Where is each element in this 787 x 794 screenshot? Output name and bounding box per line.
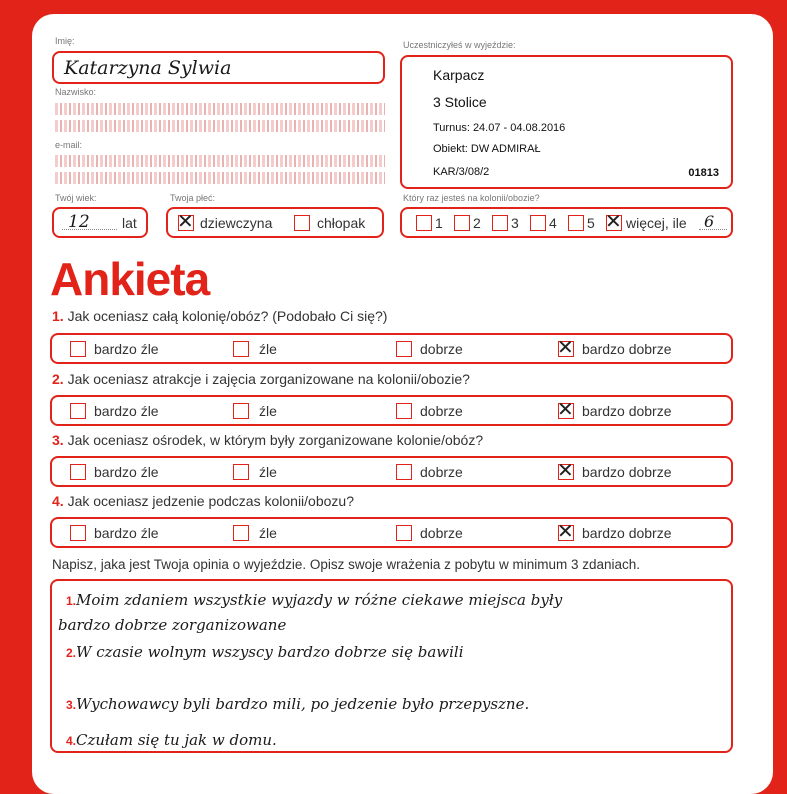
trip-number: 01813 — [688, 167, 719, 179]
question-4: 4. Jak oceniasz jedzenie podczas kolonii/obozu? — [52, 493, 354, 509]
name-value: Katarzyna Sylwia — [64, 57, 232, 79]
q2-option-bad: źle — [259, 403, 277, 419]
check-mark-icon: ✕ — [177, 209, 194, 233]
check-mark-icon: ✕ — [557, 458, 574, 482]
gender-field — [166, 207, 384, 238]
check-mark-icon: ✕ — [557, 519, 574, 543]
q4-option-good: dobrze — [420, 525, 463, 541]
q4-option-very-bad: bardzo źle — [94, 525, 159, 541]
question-2-options — [50, 395, 733, 426]
q1-checkbox-very-good[interactable] — [557, 335, 574, 359]
times-checkbox-3[interactable] — [492, 215, 508, 231]
question-3: 3. Jak oceniasz ośrodek, w którym były zorganizowane kolonie/obóz? — [52, 432, 484, 448]
surname-label: Nazwisko: — [55, 87, 97, 97]
times-field — [400, 207, 733, 238]
q3-checkbox-very-good[interactable] — [557, 458, 574, 482]
times-checkbox-5[interactable] — [568, 215, 584, 231]
times-option-1: 1 — [435, 215, 443, 231]
opinion-line-1: 1.Moim zdaniem wszystkie wyjazdy w różne ciekawe miejsca były — [66, 591, 563, 609]
q3-checkbox-good[interactable] — [396, 464, 412, 480]
trip-city: Karpacz — [433, 67, 485, 83]
times-option-5: 5 — [587, 215, 595, 231]
q2-checkbox-very-good[interactable] — [557, 397, 574, 421]
times-option-4: 4 — [549, 215, 557, 231]
gender-checkbox-girl[interactable] — [177, 209, 194, 233]
opinion-prompt: Napisz, jaka jest Twoja opinia o wyjeździe. Opisz swoje wrażenia z pobytu w minimum 3 zdaniach. — [52, 557, 641, 572]
gender-checkbox-boy[interactable] — [294, 215, 310, 231]
times-checkbox-2[interactable] — [454, 215, 470, 231]
email-redacted-2 — [55, 172, 385, 184]
email-redacted — [55, 155, 385, 167]
q1-checkbox-bad[interactable] — [233, 341, 249, 357]
times-checkbox-1[interactable] — [416, 215, 432, 231]
question-1-options — [50, 333, 733, 364]
times-option-3: 3 — [511, 215, 519, 231]
q1-option-good: dobrze — [420, 341, 463, 357]
opinion-line-3: 2.W czasie wolnym wszyscy bardzo dobrze się bawili — [66, 643, 464, 661]
q4-checkbox-bad[interactable] — [233, 525, 249, 541]
times-value: 6 — [704, 212, 715, 231]
times-option-more: więcej, ile — [626, 215, 687, 231]
question-2: 2. Jak oceniasz atrakcje i zajęcia zorganizowane na kolonii/obozie? — [52, 371, 470, 387]
q3-option-very-good: bardzo dobrze — [582, 464, 672, 480]
q4-checkbox-very-bad[interactable] — [70, 525, 86, 541]
q3-option-very-bad: bardzo źle — [94, 464, 159, 480]
survey-title: Ankieta — [50, 253, 210, 305]
times-checkbox-4[interactable] — [530, 215, 546, 231]
check-mark-icon: ✕ — [605, 209, 622, 233]
name-field[interactable] — [52, 51, 385, 84]
opinion-line-4: 3.Wychowawcy byli bardzo mili, po jedzenie było przepyszne. — [66, 695, 530, 713]
q2-option-good: dobrze — [420, 403, 463, 419]
trip-label: Uczestniczyłeś w wyjeździe: — [403, 40, 516, 50]
trip-program: 3 Stolice — [433, 94, 487, 110]
q1-checkbox-good[interactable] — [396, 341, 412, 357]
age-field[interactable] — [52, 207, 148, 238]
gender-option-boy: chłopak — [317, 215, 366, 231]
q3-checkbox-very-bad[interactable] — [70, 464, 86, 480]
q4-checkbox-good[interactable] — [396, 525, 412, 541]
email-label: e-mail: — [55, 140, 83, 150]
trip-object: Obiekt: DW ADMIRAŁ — [433, 143, 541, 155]
age-label: Twój wiek: — [55, 193, 97, 203]
trip-turnus: Turnus: 24.07 - 04.08.2016 — [433, 122, 566, 134]
times-label: Który raz jesteś na kolonii/obozie? — [403, 193, 540, 203]
q2-option-very-good: bardzo dobrze — [582, 403, 672, 419]
q4-checkbox-very-good[interactable] — [557, 519, 574, 543]
q2-checkbox-good[interactable] — [396, 403, 412, 419]
times-option-2: 2 — [473, 215, 481, 231]
q3-option-bad: źle — [259, 464, 277, 480]
question-1: 1. Jak oceniasz całą kolonię/obóz? (Podobało Ci się?) — [52, 308, 388, 324]
q4-option-bad: źle — [259, 525, 277, 541]
trip-box — [400, 55, 733, 189]
question-4-options — [50, 517, 733, 548]
surname-redacted-2 — [55, 120, 385, 132]
check-mark-icon: ✕ — [557, 335, 574, 359]
q2-checkbox-very-bad[interactable] — [70, 403, 86, 419]
q3-checkbox-bad[interactable] — [233, 464, 249, 480]
age-value: 12 — [68, 212, 90, 232]
q1-option-very-bad: bardzo źle — [94, 341, 159, 357]
trip-code: KAR/3/08/2 — [433, 166, 490, 178]
q2-checkbox-bad[interactable] — [233, 403, 249, 419]
name-label: Imię: — [55, 36, 75, 46]
question-3-options — [50, 456, 733, 487]
q1-checkbox-very-bad[interactable] — [70, 341, 86, 357]
opinion-textarea[interactable] — [50, 579, 733, 753]
gender-label: Twoja płeć: — [170, 193, 216, 203]
q3-option-good: dobrze — [420, 464, 463, 480]
gender-option-girl: dziewczyna — [200, 215, 273, 231]
check-mark-icon: ✕ — [557, 397, 574, 421]
q1-option-very-good: bardzo dobrze — [582, 341, 672, 357]
q2-option-very-bad: bardzo źle — [94, 403, 159, 419]
q1-option-bad: źle — [259, 341, 277, 357]
times-checkbox-more[interactable] — [605, 209, 622, 233]
age-unit: lat — [122, 215, 137, 231]
opinion-line-5: 4.Czułam się tu jak w domu. — [66, 731, 277, 749]
opinion-line-2: bardzo dobrze zorganizowane — [58, 616, 287, 634]
surname-redacted — [55, 103, 385, 115]
q4-option-very-good: bardzo dobrze — [582, 525, 672, 541]
